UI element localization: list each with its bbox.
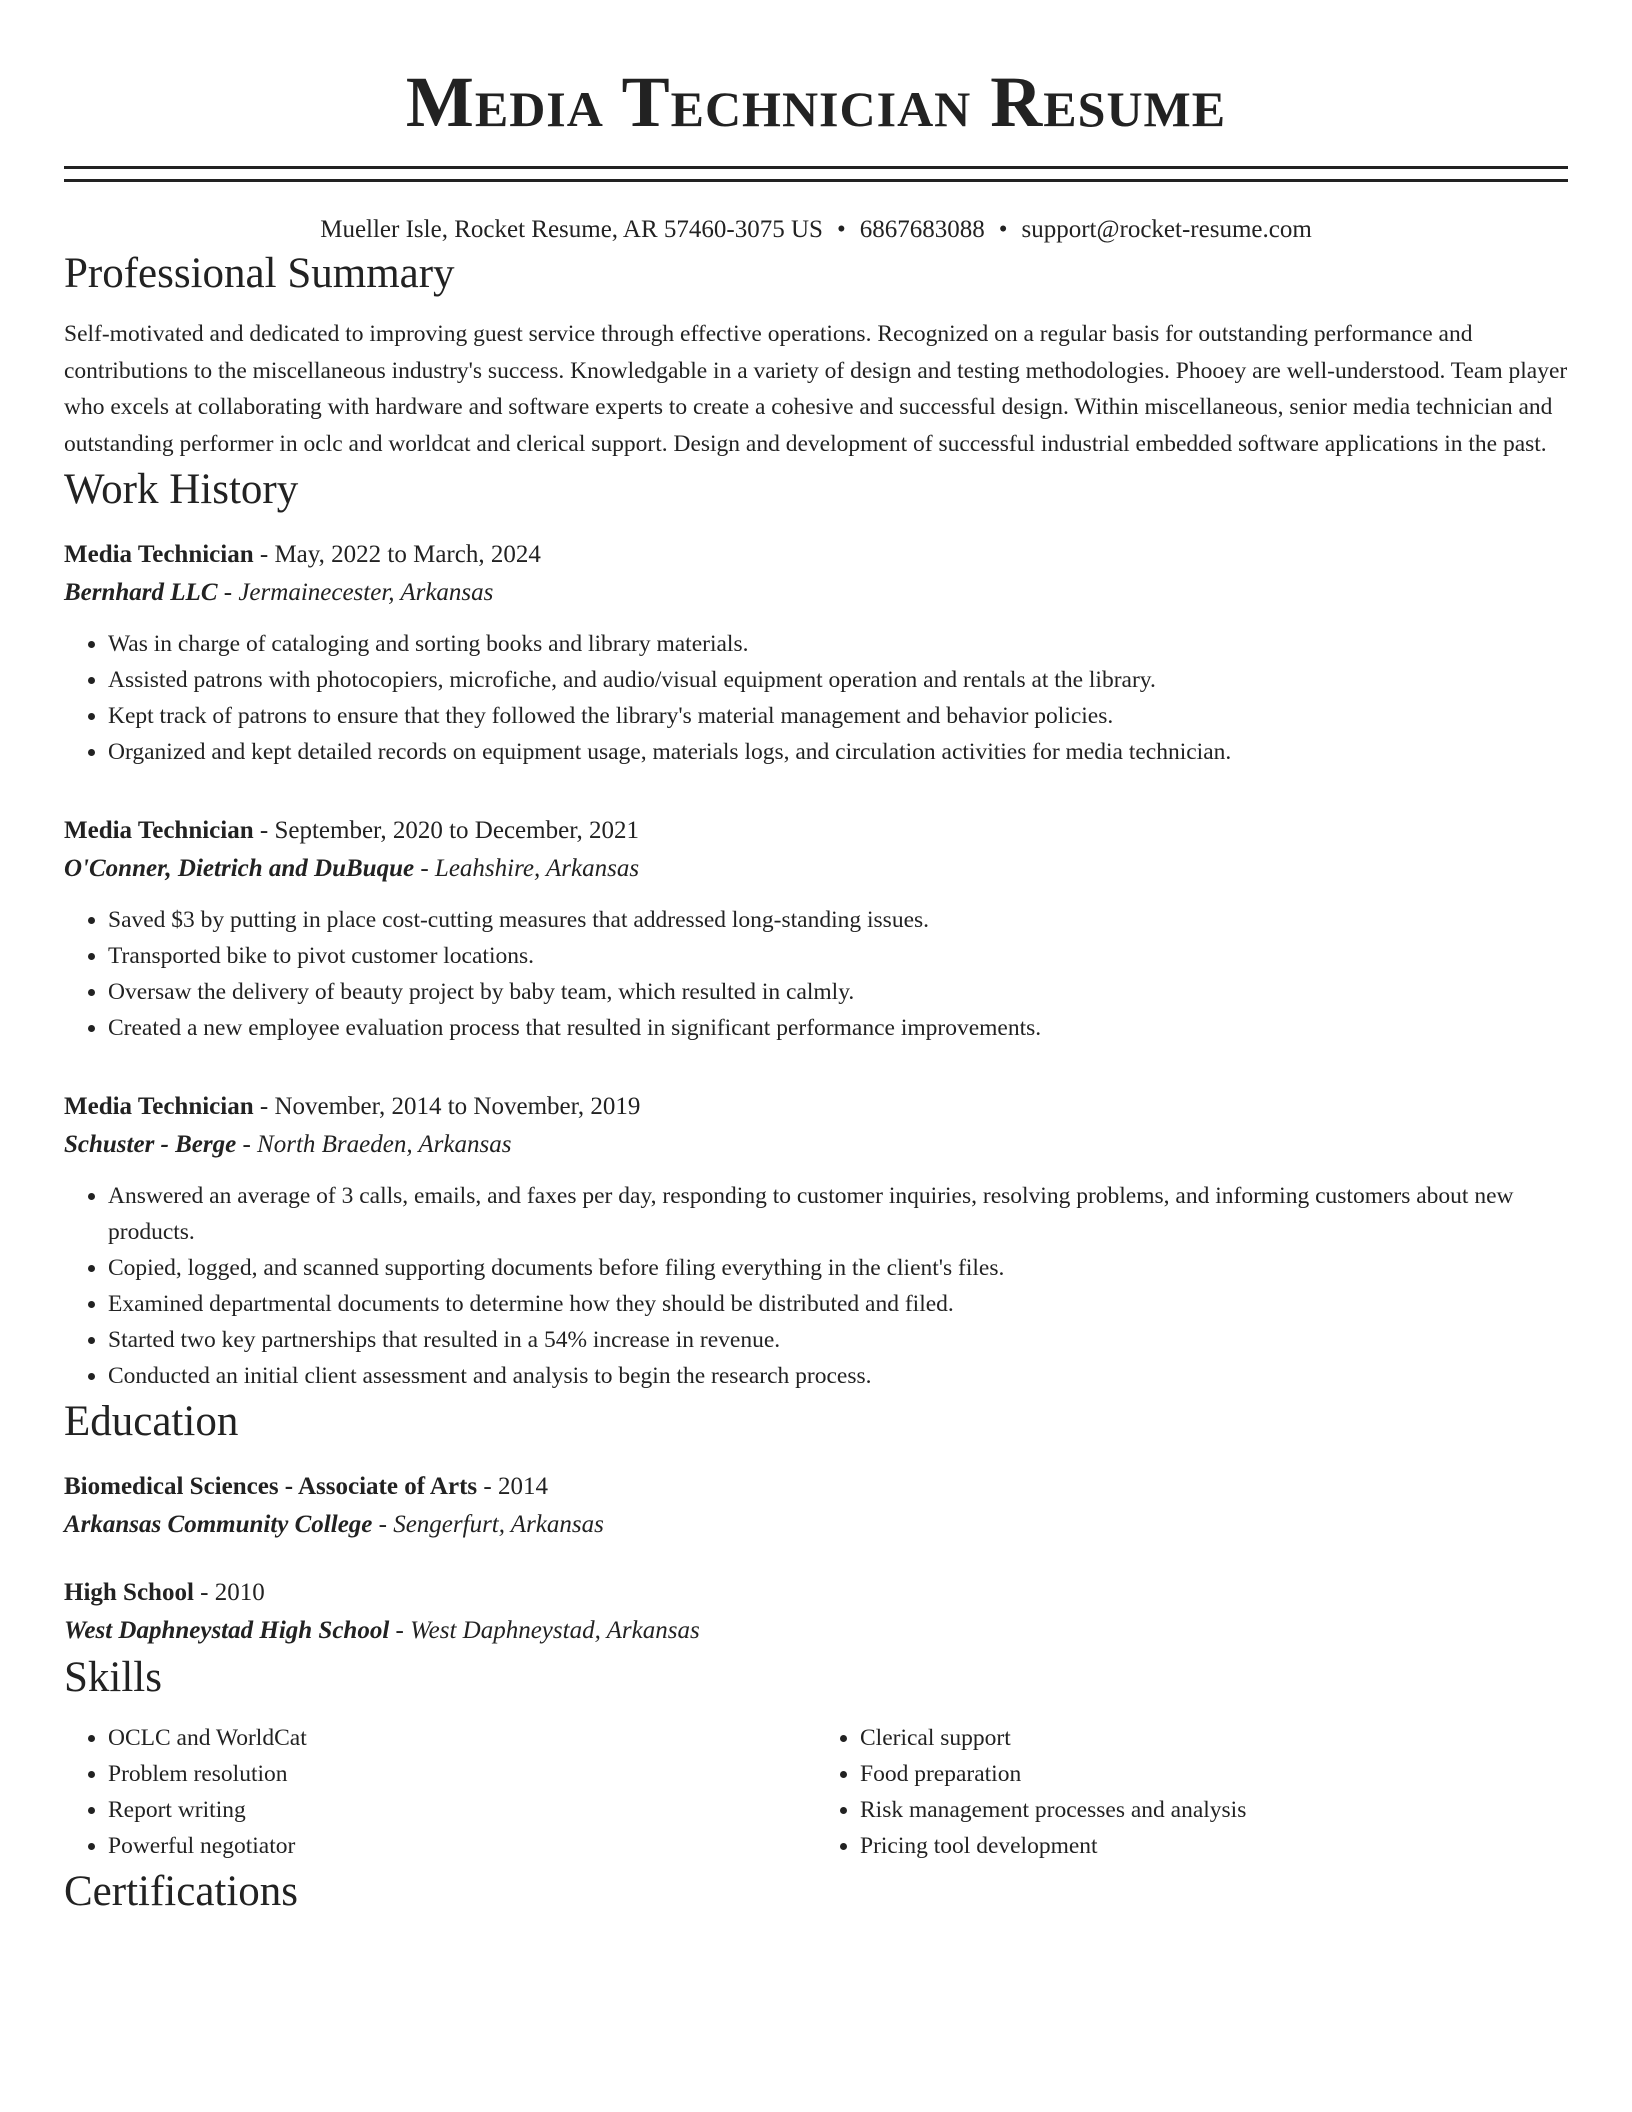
skill-item: • Food preparation	[860, 1756, 1568, 1792]
education-year: - 2010	[193, 1579, 265, 1606]
job-title: Media Technician	[64, 817, 254, 844]
skill-item: • Problem resolution	[108, 1756, 816, 1792]
skills-column-left	[64, 1720, 816, 1864]
education-degree-line	[64, 1574, 1568, 1612]
list-item: • Assisted patrons with photocopiers, microfiche, and audio/visual equipment operation and rentals at the library.	[108, 662, 1568, 698]
job-bullets	[64, 1178, 1568, 1394]
contact-phone: 6867683088	[859, 216, 985, 243]
list-item: • Was in charge of cataloging and sorting books and library materials.	[108, 626, 1568, 662]
skill-item: • OCLC and WorldCat	[108, 1720, 816, 1756]
job-role-line	[64, 1088, 1568, 1126]
job-company-line	[64, 850, 1568, 888]
education-year: - 2014	[477, 1473, 548, 1500]
list-item: • Transported bike to pivot customer locations.	[108, 938, 1568, 974]
education-degree-line	[64, 1468, 1568, 1506]
skill-item: • Pricing tool development	[860, 1828, 1568, 1864]
education-school-line	[64, 1506, 1568, 1544]
skills-grid	[64, 1720, 1568, 1864]
job-company-line	[64, 1126, 1568, 1164]
education-location: - West Daphneystad, Arkansas	[389, 1617, 700, 1644]
job-entry	[64, 812, 1568, 1046]
job-company: Schuster - Berge	[64, 1131, 237, 1158]
list-item: • Created a new employee evaluation process that resulted in significant performance improvements.	[108, 1010, 1568, 1046]
job-location: - Leahshire, Arkansas	[414, 855, 640, 882]
job-title: Media Technician	[64, 541, 254, 568]
education-degree: High School	[64, 1579, 194, 1606]
section-heading-work-history: Work History	[64, 466, 299, 513]
list-item: • Organized and kept detailed records on equipment usage, materials logs, and circulation activities for media technician.	[108, 734, 1568, 770]
job-bullets	[64, 626, 1568, 770]
job-location: - Jermainecester, Arkansas	[217, 579, 494, 606]
title-double-rule	[64, 166, 1568, 182]
skills-column-right	[816, 1720, 1568, 1864]
page-title: Media Technician Resume	[405, 62, 1227, 142]
contact-separator: •	[998, 216, 1008, 243]
education-school: Arkansas Community College	[64, 1511, 373, 1538]
list-item: • Copied, logged, and scanned supporting documents before filing everything in the client's files.	[108, 1250, 1568, 1286]
list-item: • Started two key partnerships that resulted in a 54% increase in revenue.	[108, 1322, 1568, 1358]
job-dates: - November, 2014 to November, 2019	[253, 1093, 641, 1120]
contact-address: Mueller Isle, Rocket Resume, AR 57460-3075 US	[320, 216, 823, 243]
education-school: West Daphneystad High School	[64, 1617, 390, 1644]
job-entry	[64, 1088, 1568, 1394]
job-role-line	[64, 812, 1568, 850]
job-title: Media Technician	[64, 1093, 254, 1120]
section-heading-certifications: Certifications	[64, 1868, 299, 1915]
list-item: • Kept track of patrons to ensure that they followed the library's material management and behavior policies.	[108, 698, 1568, 734]
contact-line	[64, 214, 1568, 246]
education-entry	[64, 1468, 1568, 1544]
job-company-line	[64, 574, 1568, 612]
job-role-line	[64, 536, 1568, 574]
education-location: - Sengerfurt, Arkansas	[372, 1511, 604, 1538]
contact-separator: •	[836, 216, 846, 243]
skill-item: • Report writing	[108, 1792, 816, 1828]
section-heading-education: Education	[64, 1398, 239, 1445]
skill-item: • Clerical support	[860, 1720, 1568, 1756]
skill-item: • Powerful negotiator	[108, 1828, 816, 1864]
list-item: • Oversaw the delivery of beauty project by baby team, which resulted in calmly.	[108, 974, 1568, 1010]
list-item: • Answered an average of 3 calls, emails, and faxes per day, responding to customer inquiries, resolving problems, and informing customers about new products.	[108, 1178, 1568, 1250]
summary-text: Self-motivated and dedicated to improving guest service through effective operations. Recognized on a regular basis for outstanding performance and contributions to the miscellaneous industry's success. Knowledgable in a variety of design and testing methodologies. Phooey are well-understood. Team player who excels at collaborating with hardware and software experts to create a cohesive and successful design. Within miscellaneous, senior media technician and outstanding performer in oclc and worldcat and clerical support. Design and development of successful industrial embedded software applications in the past.	[64, 321, 1568, 457]
job-location: - North Braeden, Arkansas	[236, 1131, 512, 1158]
section-heading-skills: Skills	[64, 1654, 162, 1701]
skill-item: • Risk management processes and analysis	[860, 1792, 1568, 1828]
job-dates: - May, 2022 to March, 2024	[253, 541, 541, 568]
section-heading-summary: Professional Summary	[64, 250, 455, 297]
list-item: • Saved $3 by putting in place cost-cutting measures that addressed long-standing issues.	[108, 902, 1568, 938]
job-company: O'Conner, Dietrich and DuBuque	[64, 855, 415, 882]
job-entry	[64, 536, 1568, 770]
education-school-line	[64, 1612, 1568, 1650]
job-bullets	[64, 902, 1568, 1046]
job-dates: - September, 2020 to December, 2021	[253, 817, 640, 844]
contact-email: support@rocket-resume.com	[1021, 216, 1312, 243]
education-entry	[64, 1574, 1568, 1650]
job-company: Bernhard LLC	[64, 579, 218, 606]
education-degree: Biomedical Sciences - Associate of Arts	[64, 1473, 478, 1500]
list-item: • Examined departmental documents to determine how they should be distributed and filed.	[108, 1286, 1568, 1322]
list-item: • Conducted an initial client assessment and analysis to begin the research process.	[108, 1358, 1568, 1394]
